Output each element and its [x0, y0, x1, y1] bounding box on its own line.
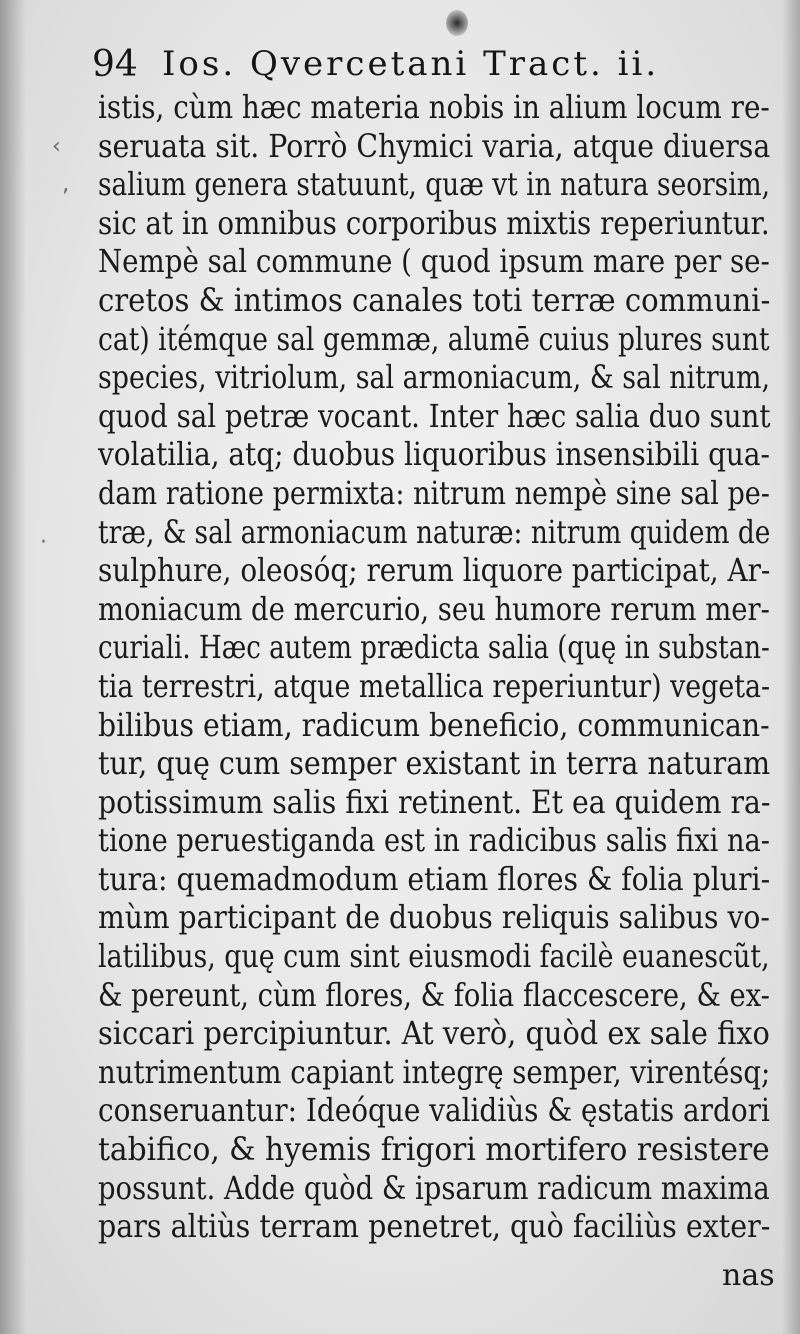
running-head: Ios. Qvercetani Tract. ii.	[162, 44, 660, 84]
ink-blot	[446, 10, 468, 36]
page-number: 94	[92, 44, 138, 85]
text-line: bilibus etiam, radicum beneficio, communican-	[98, 705, 770, 744]
margin-mark: ‚	[62, 172, 69, 197]
text-line: salium genera statuunt, quæ vt in natura seorsim,	[98, 165, 771, 204]
text-line: nutrimentum capiant integrę semper, virentésq;	[98, 1052, 771, 1091]
margin-mark: ·	[40, 530, 47, 555]
right-edge-shadow	[782, 0, 800, 1334]
text-line: træ, & sal armoniacum naturæ: nitrum quidem de	[98, 512, 771, 551]
text-line: latilibus, quę cum sint eiusmodi facilè euanescũt,	[98, 937, 770, 976]
text-line: cretos & intimos canales toti terræ communi-	[98, 280, 771, 319]
text-line: tura: quemadmodum etiam flores & folia pluri-	[98, 859, 771, 898]
text-line: siccari percipiuntur. At verò, quòd ex sale fixo	[98, 1014, 770, 1053]
text-line: sic at in omnibus corporibus mixtis reperiuntur.	[98, 203, 770, 242]
text-line: pars altiùs terram penetret, quò faciliùs exter-	[98, 1207, 771, 1246]
text-line: conseruantur: Ideóque validiùs & ęstatis ardori	[98, 1091, 770, 1130]
text-line: quod sal petræ vocant. Inter hæc salia duo sunt	[98, 396, 771, 435]
text-line: mùm participant de duobus reliquis salibus vo-	[98, 898, 770, 937]
text-line: istis, cùm hæc materia nobis in alium locum re-	[98, 88, 770, 126]
margin-mark: ‹	[52, 134, 61, 159]
text-line: possunt. Adde quòd & ipsarum radicum maxima	[98, 1168, 770, 1207]
text-line: tur, quę cum semper existant in terra naturam	[98, 744, 771, 783]
text-line: potissimum salis fixi retinent. Et ea quidem ra-	[98, 782, 771, 821]
text-line: sulphure, oleosóq; rerum liquore participat, Ar-	[98, 551, 771, 590]
catchword: nas	[722, 1258, 775, 1293]
text-line: tione peruestiganda est in radicibus salis fixi na-	[98, 821, 770, 860]
text-line: dam ratione permixta: nitrum nempè sine sal pe-	[98, 473, 770, 512]
text-line: & pereunt, cùm flores, & folia flaccescere, & ex-	[98, 975, 770, 1014]
text-line: cat) itémque sal gemmæ, alumē cuius plures sunt	[98, 319, 770, 358]
text-line: volatilia, atq; duobus liquoribus insensibili qua-	[98, 435, 770, 474]
page-header	[92, 40, 712, 88]
text-line: seruata sit. Porrò Chymici varia, atque diuersa	[98, 126, 771, 165]
left-edge-shadow	[0, 0, 26, 1334]
text-line: curiali. Hæc autem prædicta salia (quę in substan-	[98, 628, 770, 667]
text-line: tia terrestri, atque metallica reperiuntur) vegeta-	[98, 666, 771, 705]
text-line: Nempè sal commune ( quod ipsum mare per se-	[98, 242, 770, 281]
text-line: moniacum de mercurio, seu humore rerum mer-	[98, 589, 770, 628]
text-line: tabifico, & hyemis frigori mortifero resistere	[98, 1130, 770, 1169]
body-text	[98, 88, 770, 1246]
text-line: species, vitriolum, sal armoniacum, & sal nitrum,	[98, 358, 770, 397]
